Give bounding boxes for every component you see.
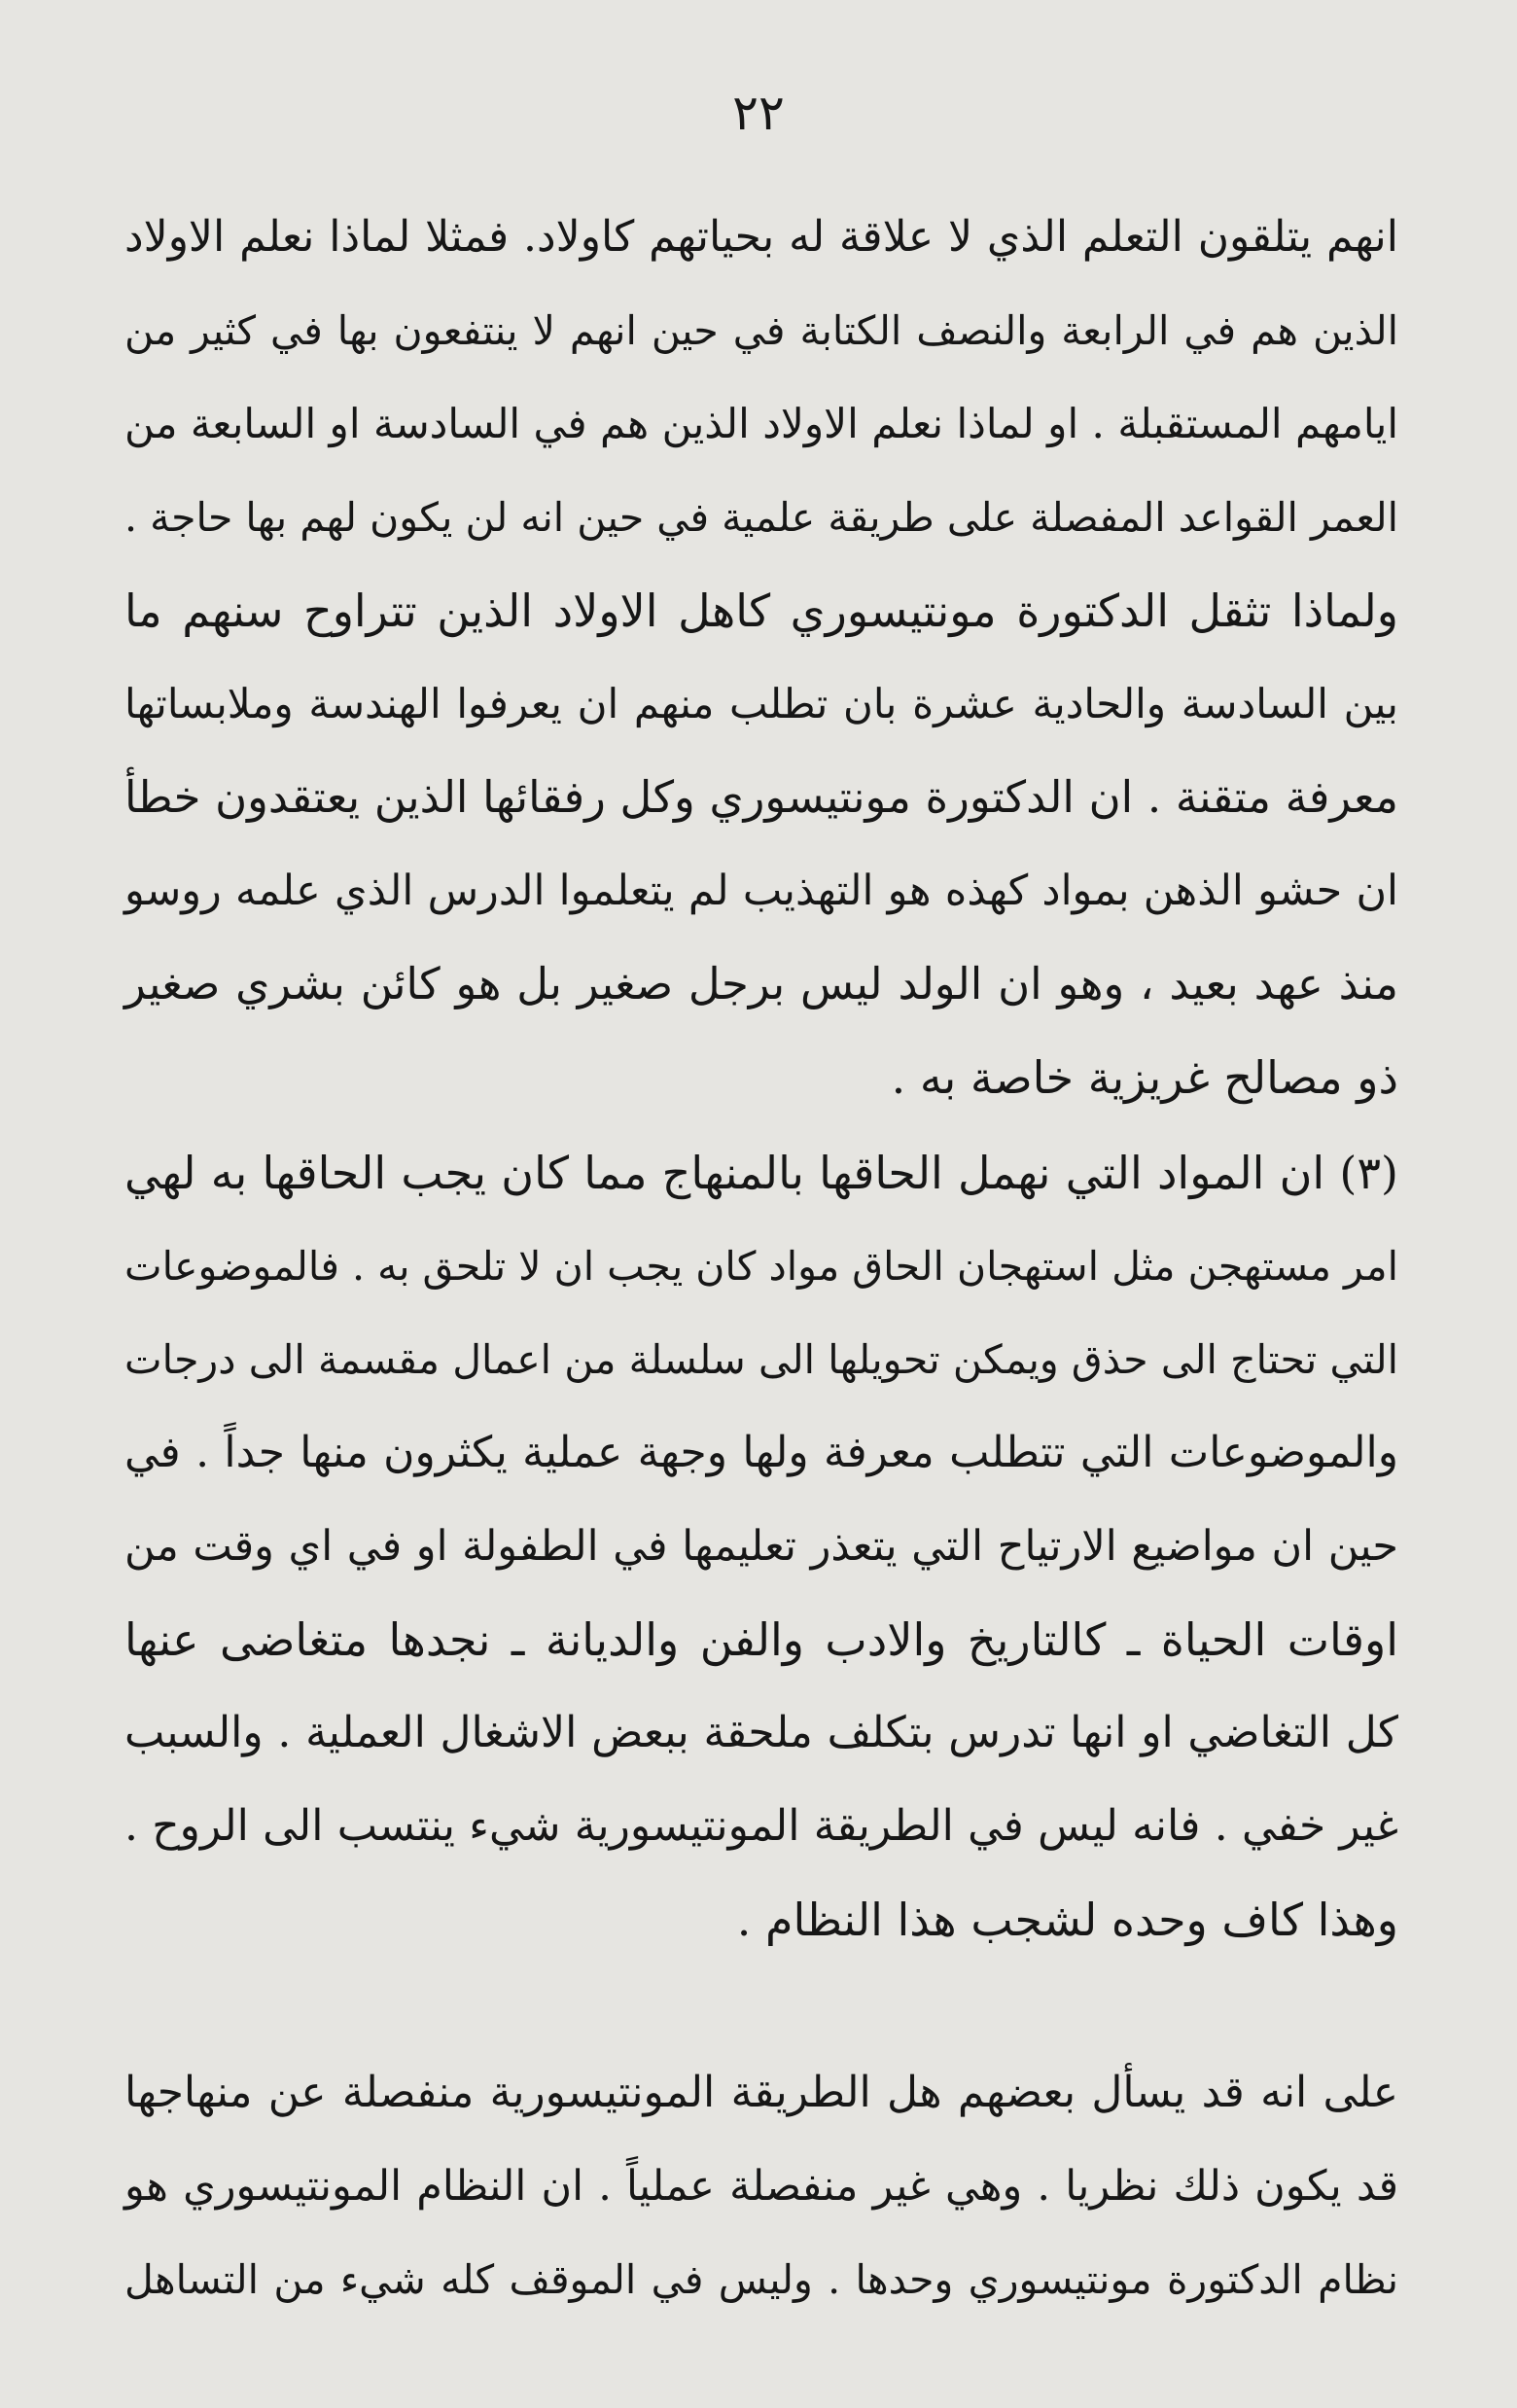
paragraph-2: [124, 1126, 1398, 1966]
text-line: انهم يتلقون التعلم الذي لا علاقة له بحياتهم كاولاد. فمثلا لماذا نعلم الاولاد: [124, 212, 1398, 262]
text-line: اوقات الحياة ـ كالتاريخ والادب والفن والديانة ـ نجدها متغاضى عنها: [124, 1613, 1398, 1666]
text-line: ايامهم المستقبلة . او لماذا نعلم الاولاد الذين هم في السادسة او السابعة من: [124, 400, 1398, 447]
text-line: ولماذا تثقل الدكتورة مونتيسوري كاهل الاولاد الذين تتراوح سنهم ما: [124, 584, 1398, 637]
text-line: غير خفي . فانه ليس في الطريقة المونتيسورية شيء ينتسب الى الروح .: [124, 1801, 1398, 1851]
text-line: حين ان مواضيع الارتياح التي يتعذر تعليمها في الطفولة او في اي وقت من: [124, 1522, 1398, 1571]
text-line: قد يكون ذلك نظريا . وهي غير منفصلة عملياً . ان النظام المونتيسوري هو: [124, 2162, 1398, 2211]
text-line: (٣) ان المواد التي نهمل الحاقها بالمنهاج مما كان يجب الحاقها به لهي: [124, 1147, 1398, 1199]
text-line: بين السادسة والحادية عشرة بان تطلب منهم ان يعرفوا الهندسة وملابساتها: [124, 680, 1398, 727]
paragraph-1: [124, 191, 1398, 1124]
text-line: كل التغاضي او انها تدرس بتكلف ملحقة ببعض الاشغال العملية . والسبب: [124, 1708, 1398, 1757]
text-line: والموضوعات التي تتطلب معرفة ولها وجهة عملية يكثرون منها جداً . في: [124, 1428, 1398, 1477]
text-line: العمر القواعد المفصلة على طريقة علمية في حين انه لن يكون لهم بها حاجة .: [124, 494, 1398, 541]
page-number: ٢٢: [732, 85, 785, 141]
text-line: منذ عهد بعيد ، وهو ان الولد ليس برجل صغير بل هو كائن بشري صغير: [124, 958, 1398, 1009]
paragraph-3: [124, 2046, 1398, 2326]
text-line: وهذا كاف وحده لشجب هذا النظام .: [736, 1894, 1398, 1946]
text-line: نظام الدكتورة مونتيسوري وحدها . وليس في الموقف كله شيء من التساهل: [124, 2256, 1398, 2303]
text-line: على انه قد يسأل بعضهم هل الطريقة المونتيسورية منفصلة عن منهاجها: [124, 2068, 1398, 2117]
text-line: امر مستهجن مثل استهجان الحاق مواد كان يجب ان لا تلحق به . فالموضوعات: [123, 1243, 1398, 1290]
text-line: ان حشو الذهن بمواد كهذه هو التهذيب لم يتعلموا الدرس الذي علمه روسو: [124, 867, 1398, 915]
text-line: معرفة متقنة . ان الدكتورة مونتيسوري وكل رفقائها الذين يعتقدون خطأ: [124, 771, 1398, 823]
text-line: الذين هم في الرابعة والنصف الكتابة في حين انهم لا ينتفعون بها في كثير من: [124, 307, 1398, 354]
text-line: التي تحتاج الى حذق ويمكن تحويلها الى سلسلة من اعمال مقسمة الى درجات: [124, 1336, 1398, 1383]
text-line: ذو مصالح غريزية خاصة به .: [891, 1051, 1398, 1104]
